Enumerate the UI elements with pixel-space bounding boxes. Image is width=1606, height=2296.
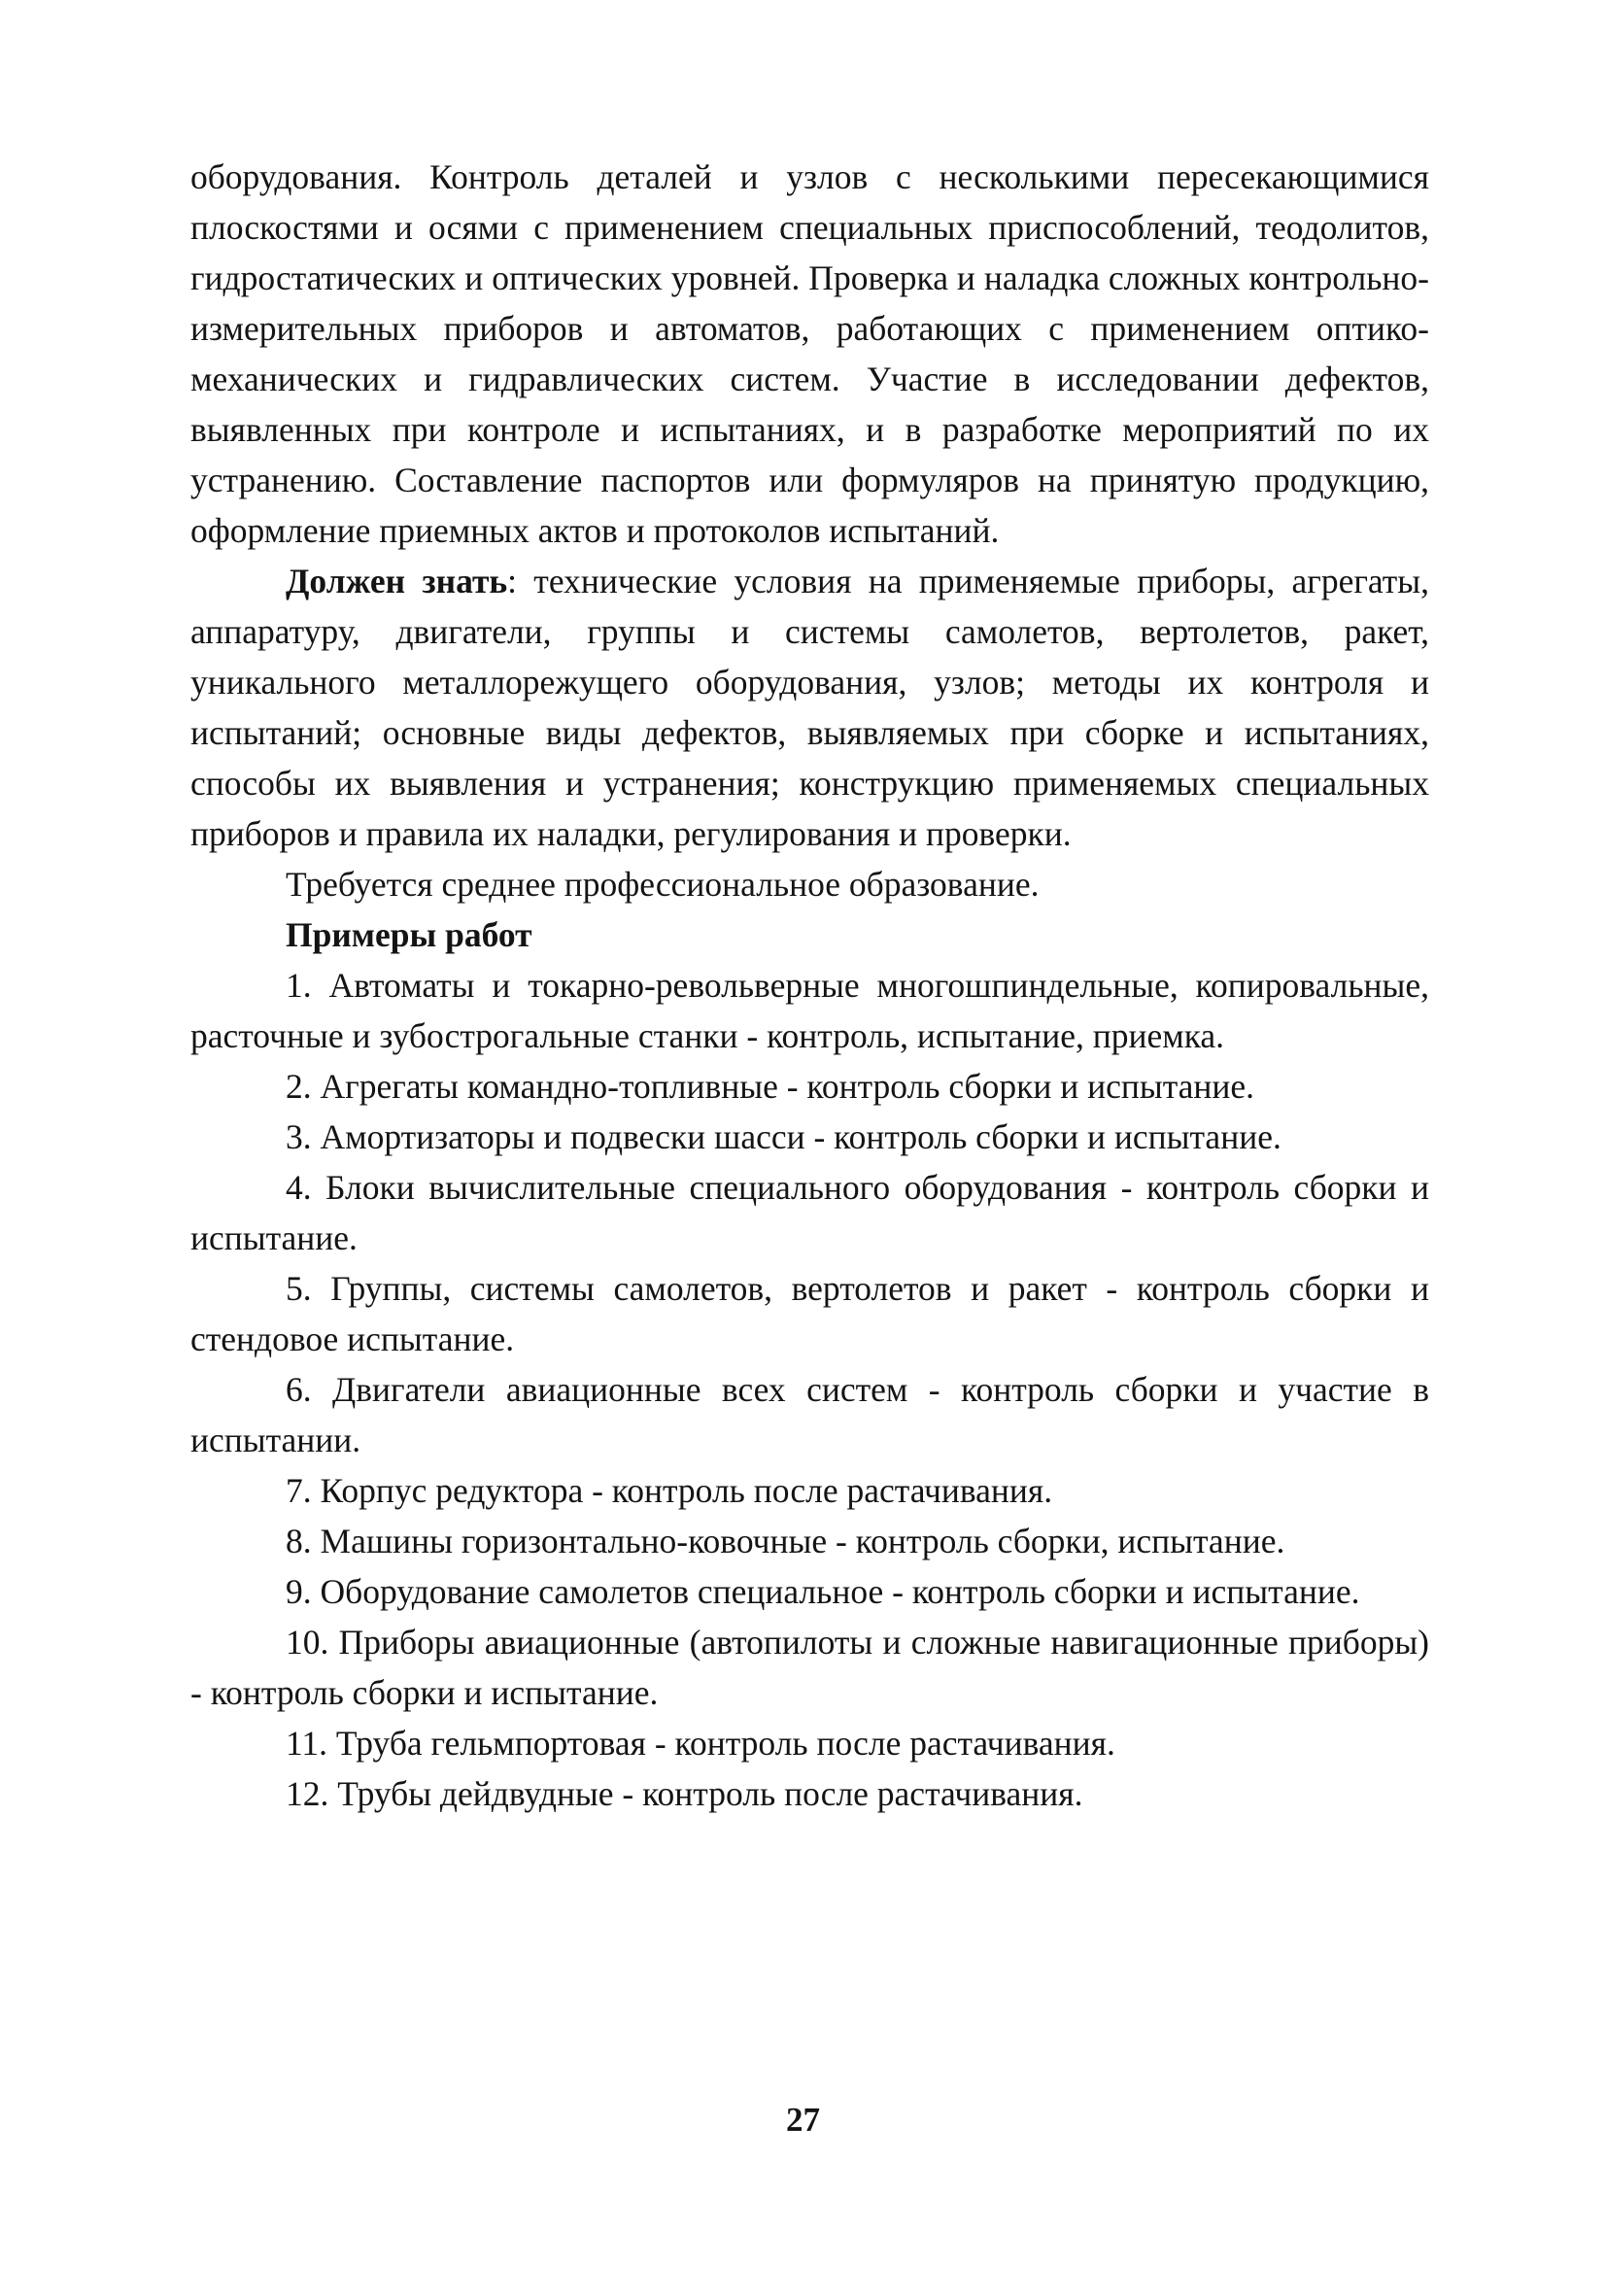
example-item: 1. Автоматы и токарно-револьверные многошпиндельные, копировальные, расточные и зубострогальные станки - контроль, испытание, приемка. (190, 966, 1429, 1055)
example-item: 12. Трубы дейдвудные - контроль после растачивания. (286, 1774, 1083, 1813)
knowledge-paragraph (190, 556, 1429, 859)
continuation-paragraph: оборудования. Контроль деталей и узлов с несколькими пересекающимися плоскостями и осями с применением специальных приспособлений, теодолитов, гидростатических и оптических уровней. Проверка и наладка сложных контрольно-измерительных приборов и автоматов, работающих с применением оптико-механических и гидравлических систем. Участие в исследовании дефектов, выявленных при контроле и испытаниях, и в разработке мероприятий по их устранению. Составление паспортов или формуляров на принятую продукцию, оформление приемных актов и протоколов испытаний. (190, 157, 1429, 550)
education-requirement: Требуется среднее профессиональное образование. (286, 865, 1040, 904)
page-number: 27 (786, 2101, 820, 2139)
example-item: 4. Блоки вычислительные специального оборудования - контроль сборки и испытание. (190, 1168, 1429, 1257)
page-body (190, 152, 1429, 1819)
example-item: 10. Приборы авиационные (автопилоты и сложные навигационные приборы) - контроль сборки и испытание. (190, 1623, 1429, 1712)
example-item: 11. Труба гельмпортовая - контроль после растачивания. (286, 1724, 1115, 1763)
example-item: 7. Корпус редуктора - контроль после растачивания. (286, 1471, 1053, 1510)
example-item: 3. Амортизаторы и подвески шасси - контроль сборки и испытание. (286, 1117, 1281, 1156)
example-item: 2. Агрегаты командно-топливные - контроль сборки и испытание. (286, 1067, 1255, 1106)
example-item: 6. Двигатели авиационные всех систем - контроль сборки и участие в испытании. (190, 1370, 1429, 1459)
example-item: 9. Оборудование самолетов специальное - контроль сборки и испытание. (286, 1572, 1360, 1611)
knowledge-text: : технические условия на применяемые приборы, агрегаты, аппаратуру, двигатели, группы и системы самолетов, вертолетов, ракет, уникального металлорежущего оборудования, узлов; методы их контроля и испытаний; основные виды дефектов, выявляемых при сборке и испытаниях, способы их выявления и устранения; конструкцию применяемых специальных приборов и правила их наладки, регулирования и проверки. (190, 562, 1429, 853)
knowledge-label: Должен знать (286, 562, 508, 600)
example-item: 8. Машины горизонтально-ковочные - контроль сборки, испытание. (286, 1522, 1285, 1560)
examples-heading: Примеры работ (286, 915, 532, 954)
example-item: 5. Группы, системы самолетов, вертолетов и ракет - контроль сборки и стендовое испытание. (190, 1269, 1429, 1358)
